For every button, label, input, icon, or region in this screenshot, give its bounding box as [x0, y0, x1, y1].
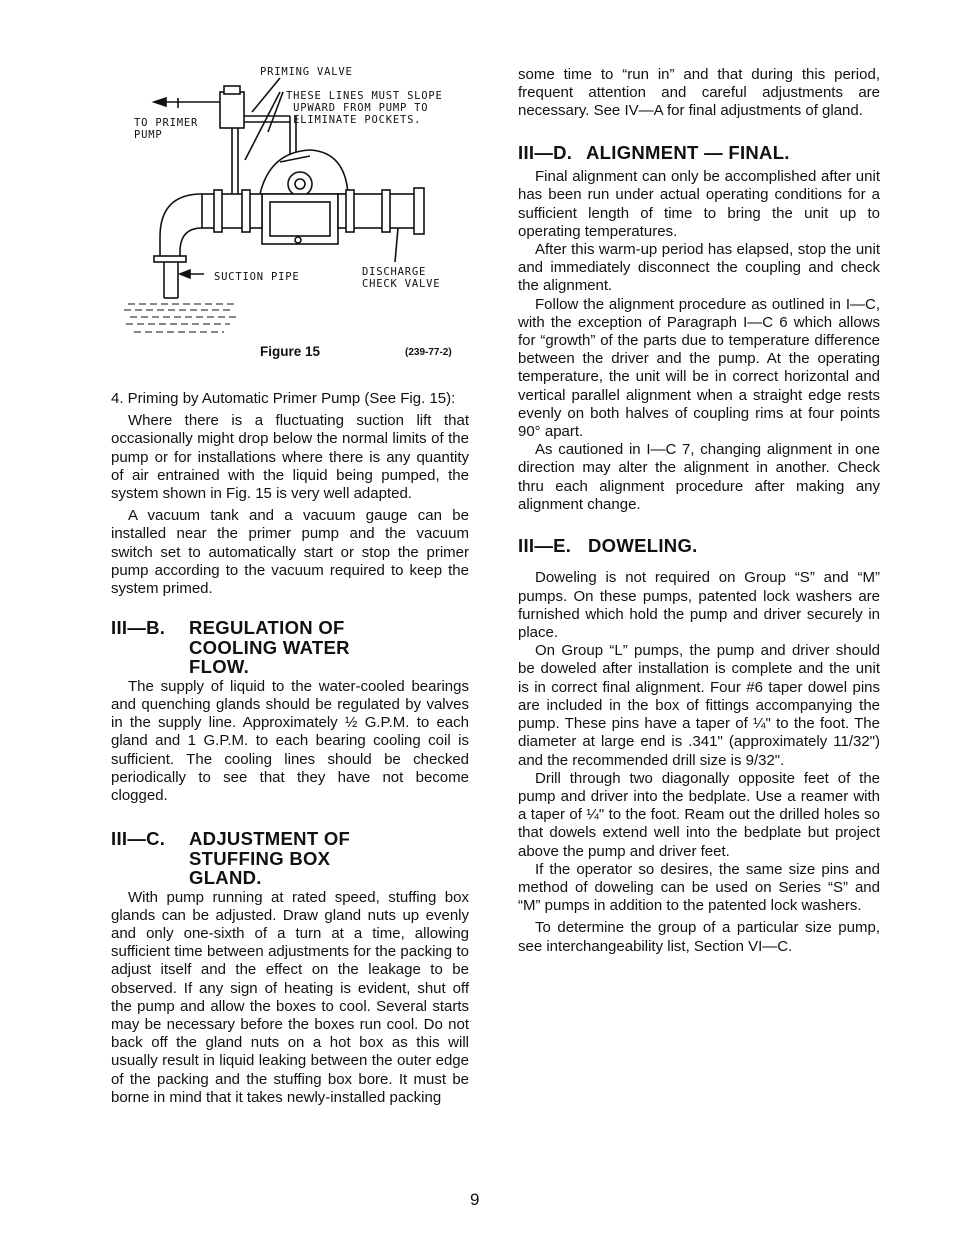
label-suction-pipe: SUCTION PIPE: [214, 271, 300, 283]
priming-item-4-paragraph-1: Where there is a fluctuating suction lift that occasionally might drop below the normal limits of the pump or for installations where there is any quantity of air entrained with the liquid being pumped, the system shown in Fig. 15 is very well adapted.: [111, 412, 469, 503]
priming-item-4-paragraph-2: A vacuum tank and a vacuum gauge can be installed near the primer pump and the vacuum switch set to automatically start or stop the primer pump according to the vacuum required to keep the system primed.: [111, 507, 469, 598]
section-c-title-line-2: STUFFING BOX: [189, 847, 331, 869]
section-b-title-line-1: REGULATION OF: [189, 617, 345, 639]
label-discharge-check-valve: DISCHARGE CHECK VALVE: [362, 266, 441, 290]
section-c-heading: [111, 829, 469, 888]
section-d-number: III—D.: [518, 141, 573, 163]
section-b-number: III—B.: [111, 617, 166, 639]
section-e-paragraph-1: Doweling is not required on Group “S” and “M” pumps. On these pumps, patented lock washers are furnished which hold the pump and driver securely in place.: [518, 569, 880, 642]
figure-caption: Figure 15: [260, 344, 321, 359]
section-d-paragraph-3: Follow the alignment procedure as outlined in I—C, with the exception of Paragraph I—C 6 which allows for “growth” of the parts due to temperature difference between the driver and the pump. At the operating temperature, the unit will be in correct horizontal and vertical parallel alignment when a straight edge rests evenly on both halves of coupling rims at four points 90° apart.: [518, 295, 880, 440]
continued-paragraph: some time to “run in” and that during this period, frequent attention and careful adjustments are necessary. See IV—A for final adjustments of gland.: [518, 66, 880, 120]
right-column: [518, 66, 880, 956]
section-e-paragraph-4: If the operator so desires, the same size pins and method of doweling can be used on Series “S” and “M” pumps in addition to the patented lock washers.: [518, 860, 880, 915]
label-priming-valve: PRIMING VALVE: [260, 66, 353, 78]
section-d-title: ALIGNMENT — FINAL.: [586, 141, 790, 163]
section-c-title-line-1: ADJUSTMENT OF: [189, 828, 351, 850]
section-b-title-line-3: FLOW.: [189, 656, 250, 678]
figure-code: (239-77-2): [405, 347, 452, 358]
section-b-title-line-2: COOLING WATER: [189, 636, 350, 658]
priming-item-4-heading: 4. Priming by Automatic Primer Pump (See Fig. 15):: [111, 390, 456, 407]
section-c-title-line-3: GLAND.: [189, 867, 262, 889]
section-d-paragraph-4: As cautioned in I—C 7, changing alignment in one direction may alter the alignment in another. Check thru each alignment procedure after making any alignment change.: [518, 441, 880, 513]
section-d-paragraph-2: After this warm-up period has elapsed, stop the unit and immediately disconnect the coupling and check the alignment.: [518, 240, 880, 295]
label-slope-note: THESE LINES MUST SLOPE UPWARD FROM PUMP TO ELIMINATE POCKETS.: [286, 90, 443, 126]
section-c-paragraph: With pump running at rated speed, stuffing box glands can be adjusted. Draw gland nuts up evenly and only one-sixth of a turn at a time, allowing sufficient time between adjustments for the packing to adjust itself and the effect on the leakage to be observed. If any sign of heating is evident, shut off the pump and allow the boxes to cool. Several starts may be necessary before the boxes run cool. Do not back off the gland nuts on a hot box as this will usually result in liquid leaking between the outer edge of the packing and the stuffing box bore. It must be borne in mind that it takes newly-installed packing: [111, 888, 469, 1106]
label-to-primer-pump: TO PRIMER PUMP: [134, 117, 199, 141]
section-d-paragraph-1: Final alignment can only be accomplished after unit has been run under actual operating conditions for a sufficient length of time to bring the unit up to operating temperatures.: [518, 168, 880, 240]
section-b-paragraph: The supply of liquid to the water-cooled bearings and quenching glands should be regulated by valves in the supply line. Approximately ½ G.P.M. to each gland and 1 G.P.M. to each bearing cooling coil is sufficient. The cooling lines should be checked periodically to see that they have not become clogged.: [111, 677, 469, 804]
section-e-title: DOWELING.: [588, 534, 698, 556]
section-b-heading: [111, 618, 469, 677]
figure-15: [120, 62, 480, 362]
section-e-heading: [518, 536, 880, 556]
page-number: 9: [470, 1190, 480, 1209]
section-e-paragraph-5: To determine the group of a particular size pump, see interchangeability list, Section VI—C.: [518, 919, 880, 955]
section-e-paragraph-3: Drill through two diagonally opposite feet of the pump and driver into the bedplate. Use a reamer with a taper of ¼" to the foot. Ream out the drilled holes so that dowels extend well into the bedplate but project above the pump and driver feet.: [518, 769, 880, 860]
section-d-heading: [518, 143, 880, 163]
section-c-number: III—C.: [111, 828, 166, 850]
section-e-number: III—E.: [518, 534, 572, 556]
section-e-paragraph-2: On Group “L” pumps, the pump and driver should be doweled after installation is complete and the unit is in correct final alignment. Four #6 taper dowel pins are included in the box of fittings accompanying the pump. These pins have a taper of ¼" to the foot. The diameter at large end is .341" (approximately 11/32") and the recommended drill size is 9/32".: [518, 642, 880, 769]
left-column: [111, 390, 469, 1107]
